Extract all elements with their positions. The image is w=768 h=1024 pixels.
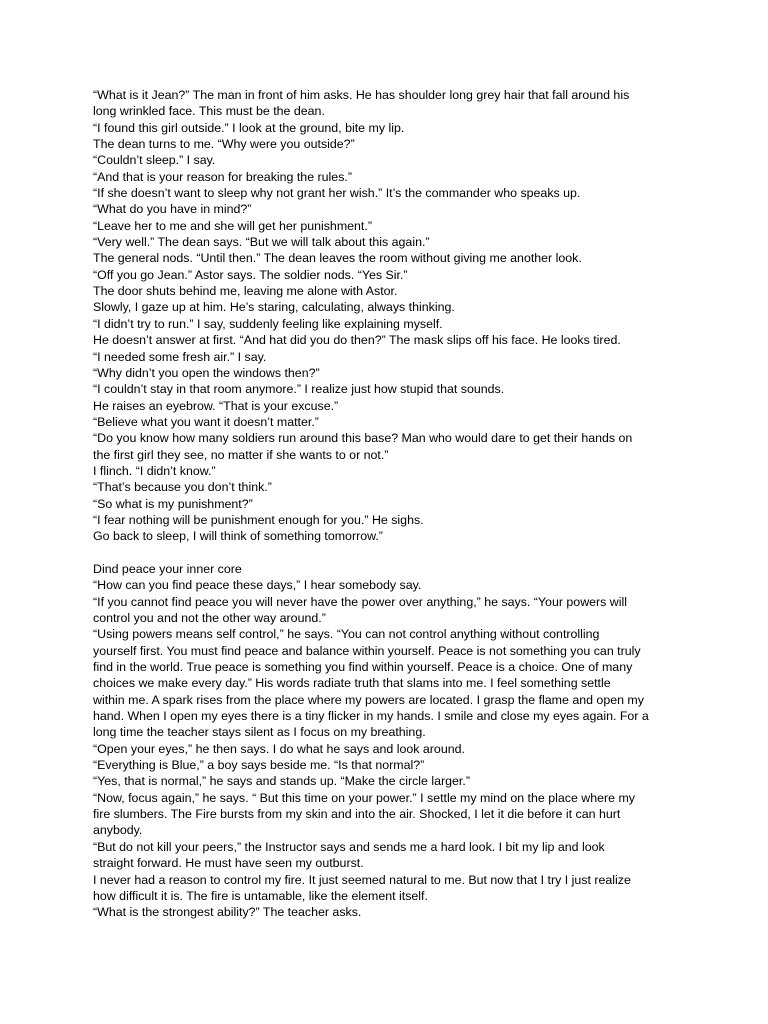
text-line: The general nods. “Until then.” The dean leaves the room without giving me another look. <box>93 251 582 266</box>
text-line: “I couldn’t stay in that room anymore.” I realize just how stupid that sounds. <box>93 382 505 397</box>
text-line: “What do you have in mind?” <box>93 202 252 217</box>
text-line: long wrinkled face. This must be the dean. <box>93 104 325 119</box>
text-line: find in the world. True peace is something you find within yourself. Peace is a choice. One of many <box>93 660 633 675</box>
text-line: fire slumbers. The Fire bursts from my skin and into the air. Shocked, I let it die before it can hurt <box>93 807 621 822</box>
text-line: “Using powers means self control,” he says. “You can not control anything without controlling <box>93 627 600 642</box>
text-line: long time the teacher stays silent as I focus on my breathing. <box>93 725 426 740</box>
text-line: The dean turns to me. “Why were you outside?” <box>93 137 355 152</box>
text-line: Slowly, I gaze up at him. He’s staring, calculating, always thinking. <box>93 300 455 315</box>
text-line: “So what is my punishment?” <box>93 496 253 511</box>
text-line: “Very well.” The dean says. “But we will talk about this again.” <box>93 235 430 250</box>
text-line: yourself first. You must find peace and balance within yourself. Peace is not something you can truly <box>93 643 641 658</box>
text-line: “Couldn’t sleep.” I say. <box>93 153 216 168</box>
text-line: within me. A spark rises from the place where my powers are located. I grasp the flame and open my <box>93 692 644 707</box>
text-line: “I found this girl outside.” I look at the ground, bite my lip. <box>93 120 405 135</box>
text-line: “If she doesn’t want to sleep why not grant her wish.” It’s the commander who speaks up. <box>93 186 581 201</box>
text-line: “Off you go Jean.” Astor says. The soldier nods. “Yes Sir.” <box>93 267 408 282</box>
text-line: “Why didn’t you open the windows then?” <box>93 365 320 380</box>
text-line: how difficult it is. The fire is untamable, like the element itself. <box>93 888 428 903</box>
text-line: hand. When I open my eyes there is a tiny flicker in my hands. I smile and close my eyes again. For a <box>93 709 649 724</box>
text-line: I never had a reason to control my fire. It just seemed natural to me. But now that I try I just realize <box>93 872 631 887</box>
text-line: He raises an eyebrow. “That is your excuse.” <box>93 398 339 413</box>
text-line: “Believe what you want it doesn’t matter.” <box>93 414 319 429</box>
text-line: “Everything is Blue,” a boy says beside me. “Is that normal?” <box>93 758 425 773</box>
text-line: “What is the strongest ability?” The teacher asks. <box>93 905 362 920</box>
text-line: choices we make every day.” His words radiate truth that slams into me. I feel something settle <box>93 676 611 691</box>
text-line: “But do not kill your peers,” the Instructor says and sends me a hard look. I bit my lip and look <box>93 839 605 854</box>
text-line: “That’s because you don’t think.” <box>93 480 272 495</box>
text-line: “How can you find peace these days,” I hear somebody say. <box>93 578 422 593</box>
text-line: Go back to sleep, I will think of something tomorrow.” <box>93 529 383 544</box>
text-line: “What is it Jean?” The man in front of him asks. He has shoulder long grey hair that fall around his <box>93 88 630 102</box>
text-line: “If you cannot find peace you will never have the power over anything,” he says. “Your powers will <box>93 594 628 609</box>
text-line: control you and not the other way around.” <box>93 611 326 625</box>
text-line: “I didn’t try to run.” I say, suddenly feeling like explaining myself. <box>93 316 443 331</box>
text-line: straight forward. He must have seen my outburst. <box>93 856 364 871</box>
document-body <box>93 87 693 921</box>
text-line: “Leave her to me and she will get her punishment.” <box>93 218 372 233</box>
text-line: “Now, focus again,” he says. “ But this time on your power.” I settle my mind on the place where my <box>93 790 635 805</box>
text-line: I flinch. “I didn’t know.” <box>93 463 216 478</box>
text-line: “Do you know how many soldiers run around this base? Man who would dare to get their hands on <box>93 431 633 446</box>
text-line: “Yes, that is normal,” he says and stands up. “Make the circle larger.” <box>93 774 470 789</box>
text-line: “Open your eyes,” he then says. I do what he says and look around. <box>93 741 465 756</box>
text-line: the first girl they see, no matter if she wants to or not.” <box>93 447 389 462</box>
text-line: “I fear nothing will be punishment enough for you.” He sighs. <box>93 512 424 527</box>
blank-line <box>93 545 693 561</box>
section-heading: Dind peace your inner core <box>93 561 242 576</box>
text-line: anybody. <box>93 823 143 838</box>
text-line: “I needed some fresh air.” I say. <box>93 349 267 364</box>
text-line: “And that is your reason for breaking the rules.” <box>93 169 352 184</box>
text-line: The door shuts behind me, leaving me alone with Astor. <box>93 284 398 299</box>
text-line: He doesn’t answer at first. “And hat did you do then?” The mask slips off his face. He looks tired. <box>93 333 621 348</box>
